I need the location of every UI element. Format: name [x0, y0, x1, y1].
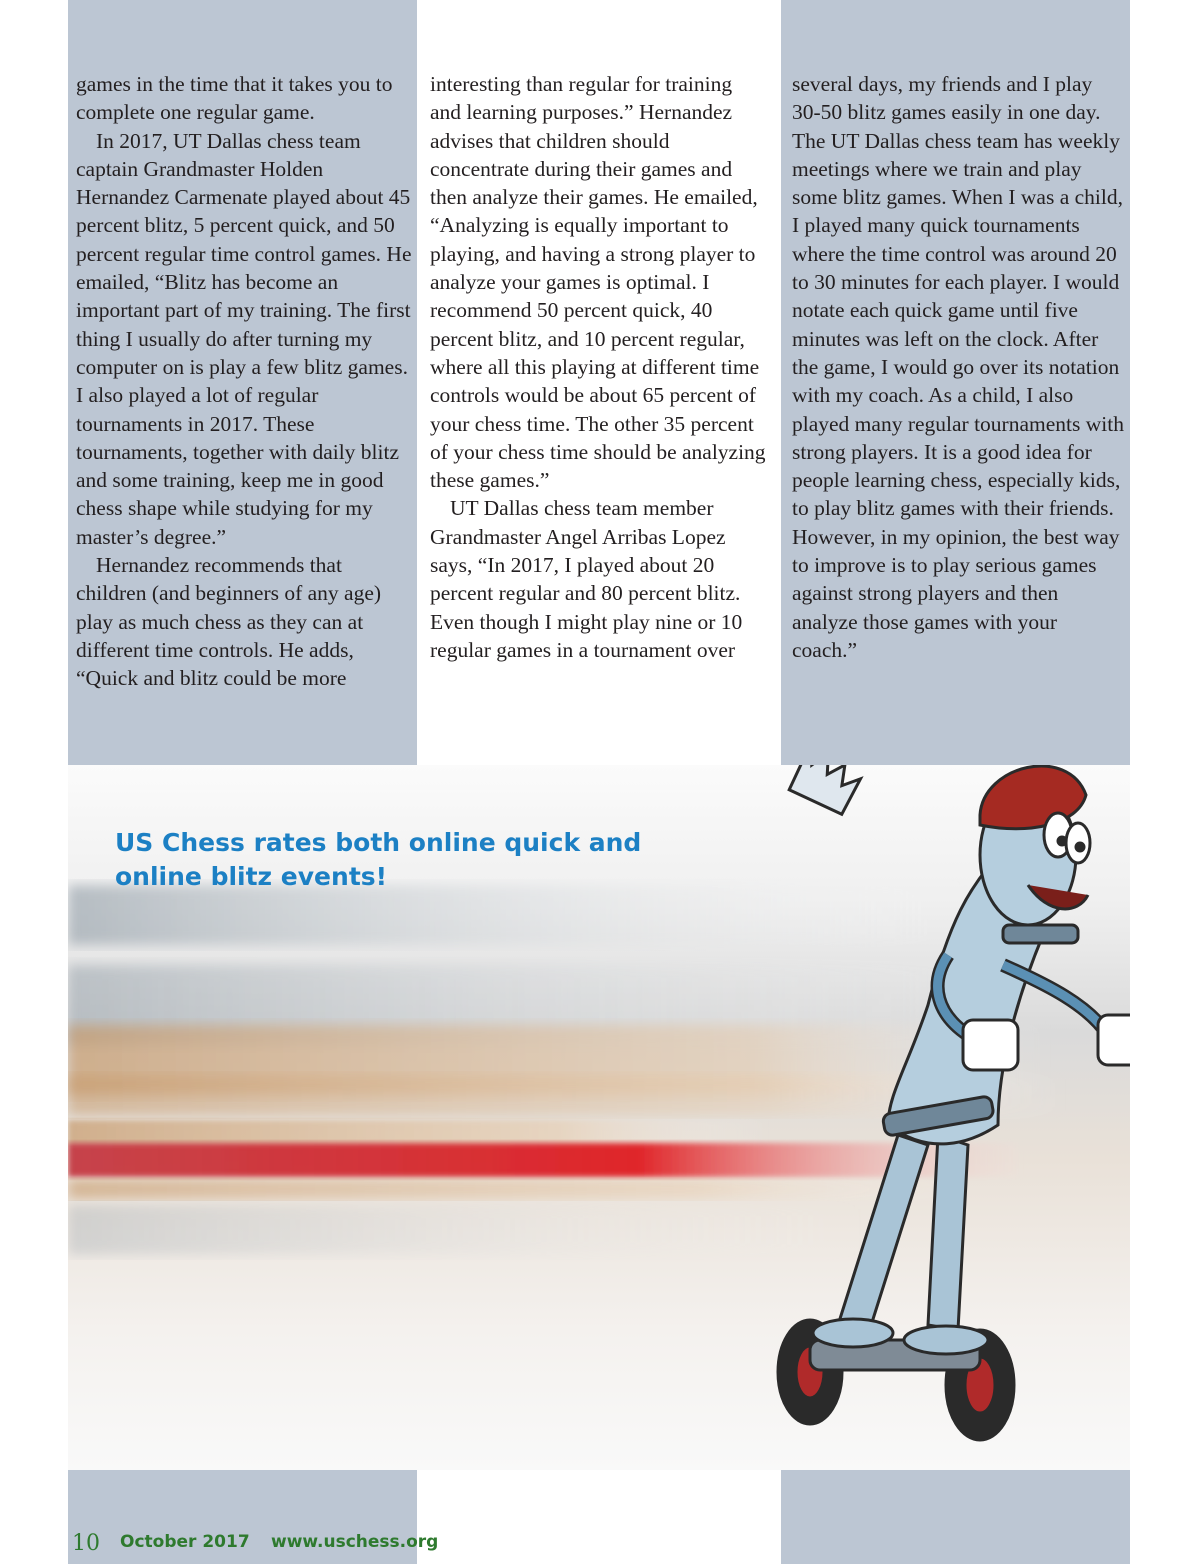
- callout-line-2: online blitz events!: [115, 862, 388, 891]
- page-number: 10: [72, 1531, 100, 1556]
- paragraph: several days, my friends and I play 30-50 blitz games easily in one day. The UT Dallas chess team has weekly meetings where we train and play some blitz games. When I was a child, I played many quick tournaments where the time control was around 20 to 30 minutes for each player. I would notate each quick game until five minutes was left on the clock. After the game, I would go over its notation with my coach. As a child, I also played many regular tournaments with strong players. It is a good idea for people learning chess, especially kids, to play blitz games with their friends. However, in my opinion, the best way to improve is to play serious games against strong players and then analyze those games with your coach.”: [792, 72, 1124, 662]
- article-column-3: [792, 70, 1124, 664]
- callout-line-1: US Chess rates both online quick and: [115, 828, 642, 857]
- website-link[interactable]: www.uschess.org: [271, 1532, 439, 1552]
- paragraph: interesting than regular for training and learning purposes.” Hernandez advises that children should concentrate during their games and then analyze their games. He emailed, “Analyzing is equally important to playing, and having a strong player to analyze your games is optimal. I recommend 50 percent quick, 40 percent blitz, and 10 percent regular, where all this playing at different time controls would be about 65 percent of your chess time. The other 35 percent of your chess time should be analyzing these games.”: [430, 72, 766, 493]
- paragraph: UT Dallas chess team member Grandmaster Angel Arribas Lopez says, “In 2017, I played about 20 percent regular and 80 percent blitz. Even though I might play nine or 10 regular games in a tournament over: [430, 496, 743, 662]
- callout-text: [115, 826, 641, 894]
- article-column-1: [76, 70, 412, 693]
- footer-panel-right: [781, 1470, 1130, 1564]
- paragraph: In 2017, UT Dallas chess team captain Grandmaster Holden Hernandez Carmenate played about 45 percent blitz, 5 percent quick, and 50 percent regular time control games. He emailed, “Blitz has become an important part of my training. The first thing I usually do after turning my computer on is play a few blitz games. I also played a lot of regular tournaments in 2017. These tournaments, together with daily blitz and some training, keep me in good chess shape while studying for my master’s degree.”: [76, 128, 412, 549]
- article-column-2: [430, 70, 766, 664]
- paragraph: games in the time that it takes you to complete one regular game.: [76, 72, 393, 125]
- paragraph: Hernandez recommends that children (and beginners of any age) play as much chess as they can at different time controls. He adds, “Quick and blitz could be more: [76, 553, 382, 691]
- issue-date: October 2017: [120, 1532, 250, 1552]
